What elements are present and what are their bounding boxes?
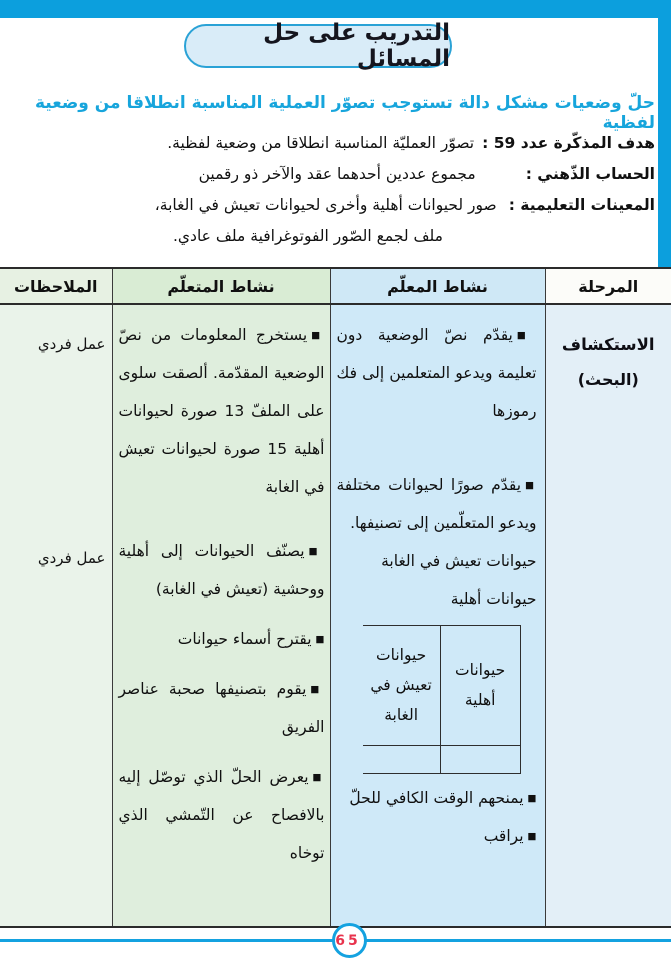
square-bullet-icon: ■	[315, 633, 325, 645]
teacher-caption-1: حيوانات تعيش في الغابة	[381, 551, 537, 570]
teaching-aids-text-1: صور لحيوانات أهلية وأخرى لحيوانات تعيش في الغابة،	[154, 196, 497, 214]
stage-subname: (البحث)	[577, 370, 639, 389]
table-header-row	[0, 268, 671, 304]
learner-bullet-1	[119, 317, 325, 507]
classification-header-row	[363, 625, 521, 745]
learner-bullet-3	[119, 621, 325, 659]
goal-label: هدف المذكّرة عدد 59 :	[482, 134, 655, 152]
note-individual-work-1: عمل فردي	[37, 335, 106, 353]
teacher-bullet-4-text: يراقب	[483, 826, 524, 845]
square-bullet-icon: ■	[527, 792, 537, 804]
teacher-bullet-4	[337, 818, 537, 856]
title-banner	[184, 20, 452, 72]
teacher-bullet-3-text: يمنحهم الوقت الكافي للحلّ	[349, 788, 524, 807]
teacher-bullet-1-text: يقدّم نصّ الوضعية دون تعليمة ويدعو المتعلمين إلى فك رموزها	[336, 326, 537, 420]
teacher-activity-cell	[330, 304, 545, 927]
mental-math-text: مجموع عددين أحدهما عقد والآخر ذو رقمين	[198, 165, 476, 183]
teaching-aids-row	[14, 190, 655, 221]
stage-name: الاستكشاف	[561, 335, 655, 354]
note-individual-work-2: عمل فردي	[37, 549, 106, 567]
mental-math-row	[14, 159, 655, 190]
square-bullet-icon: ■	[311, 330, 325, 341]
goal-row	[14, 128, 655, 159]
lesson-info-block	[14, 128, 655, 252]
learner-bullet-4-text: يقوم بتصنيفها صحبة عناصر الفريق	[118, 679, 325, 736]
classification-empty-cell-left	[363, 745, 441, 773]
classification-empty-cell-right	[440, 745, 520, 773]
header-notes: الملاحظات	[0, 268, 112, 304]
teacher-bullet-2-text: يقدّم صورًا لحيوانات مختلفة ويدعو المتعلّمين إلى تصنيفها.	[336, 475, 537, 532]
classification-empty-row	[363, 745, 521, 773]
competency-subtitle: حلّ وضعيات مشكل دالة تستوجب تصوّر العملية المناسبة انطلاقا من وضعية لفظية	[35, 93, 655, 133]
right-decorative-bar	[658, 0, 671, 303]
square-bullet-icon: ■	[516, 330, 537, 341]
learner-activity-cell	[112, 304, 330, 927]
learner-bullet-1-text: يستخرج المعلومات من نصّ الوضعية المقدّمة. ألصقت سلوى على الملفّ 13 صورة لحيوانات أهلية 15 صورة لحيوانات تعيش في الغابة	[118, 326, 325, 496]
page-title: التدريب على حل المسائل	[263, 20, 450, 72]
classification-table	[363, 625, 521, 774]
learner-bullet-5	[119, 759, 325, 873]
learner-bullet-4	[119, 671, 325, 747]
mental-math-label: الحساب الذّهني :	[525, 165, 655, 183]
square-bullet-icon: ■	[308, 545, 325, 557]
notes-cell	[0, 304, 112, 927]
square-bullet-icon: ■	[312, 771, 325, 783]
table-body-row	[0, 304, 671, 927]
learner-bullet-5-text: يعرض الحلّ الذي توصّل إليه بالافصاح عن التّمشي الذي توخاه	[118, 767, 325, 862]
page-number-badge	[332, 923, 367, 958]
learner-bullet-3-text: يقترح أسماء حيوانات	[177, 629, 312, 648]
square-bullet-icon: ■	[310, 683, 325, 695]
page-number: 65	[335, 932, 361, 949]
learner-bullet-2-text: يصنّف الحيوانات إلى أهلية ووحشية (تعيش في الغابة)	[118, 541, 325, 598]
header-learner-activity: نشاط المتعلّم	[112, 268, 330, 304]
teacher-bullet-2	[337, 467, 537, 543]
lesson-table	[0, 267, 671, 928]
learner-bullet-2	[119, 533, 325, 609]
stage-cell	[545, 304, 671, 927]
square-bullet-icon: ■	[527, 830, 537, 842]
teacher-bullet-1	[337, 317, 537, 431]
teacher-caption-2: حيوانات أهلية	[450, 589, 537, 608]
header-teacher-activity: نشاط المعلّم	[330, 268, 545, 304]
teacher-bullet-3	[337, 780, 537, 818]
header-stage: المرحلة	[545, 268, 671, 304]
goal-text: تصوّر العمليّة المناسبة انطلاقا من وضعية لفظية.	[167, 134, 475, 152]
classification-domestic-animals: حيوانات أهلية	[440, 625, 520, 745]
teaching-aids-text-2: ملف لجمع الصّور الفوتوغرافية ملف عادي.	[173, 227, 443, 245]
square-bullet-icon: ■	[525, 479, 537, 491]
teaching-aids-label: المعينات التعليمية :	[508, 196, 655, 214]
top-decorative-bar	[0, 0, 671, 18]
teaching-aids-row-2	[14, 221, 655, 252]
classification-forest-animals: حيوانات تعيش في الغابة	[363, 625, 441, 745]
